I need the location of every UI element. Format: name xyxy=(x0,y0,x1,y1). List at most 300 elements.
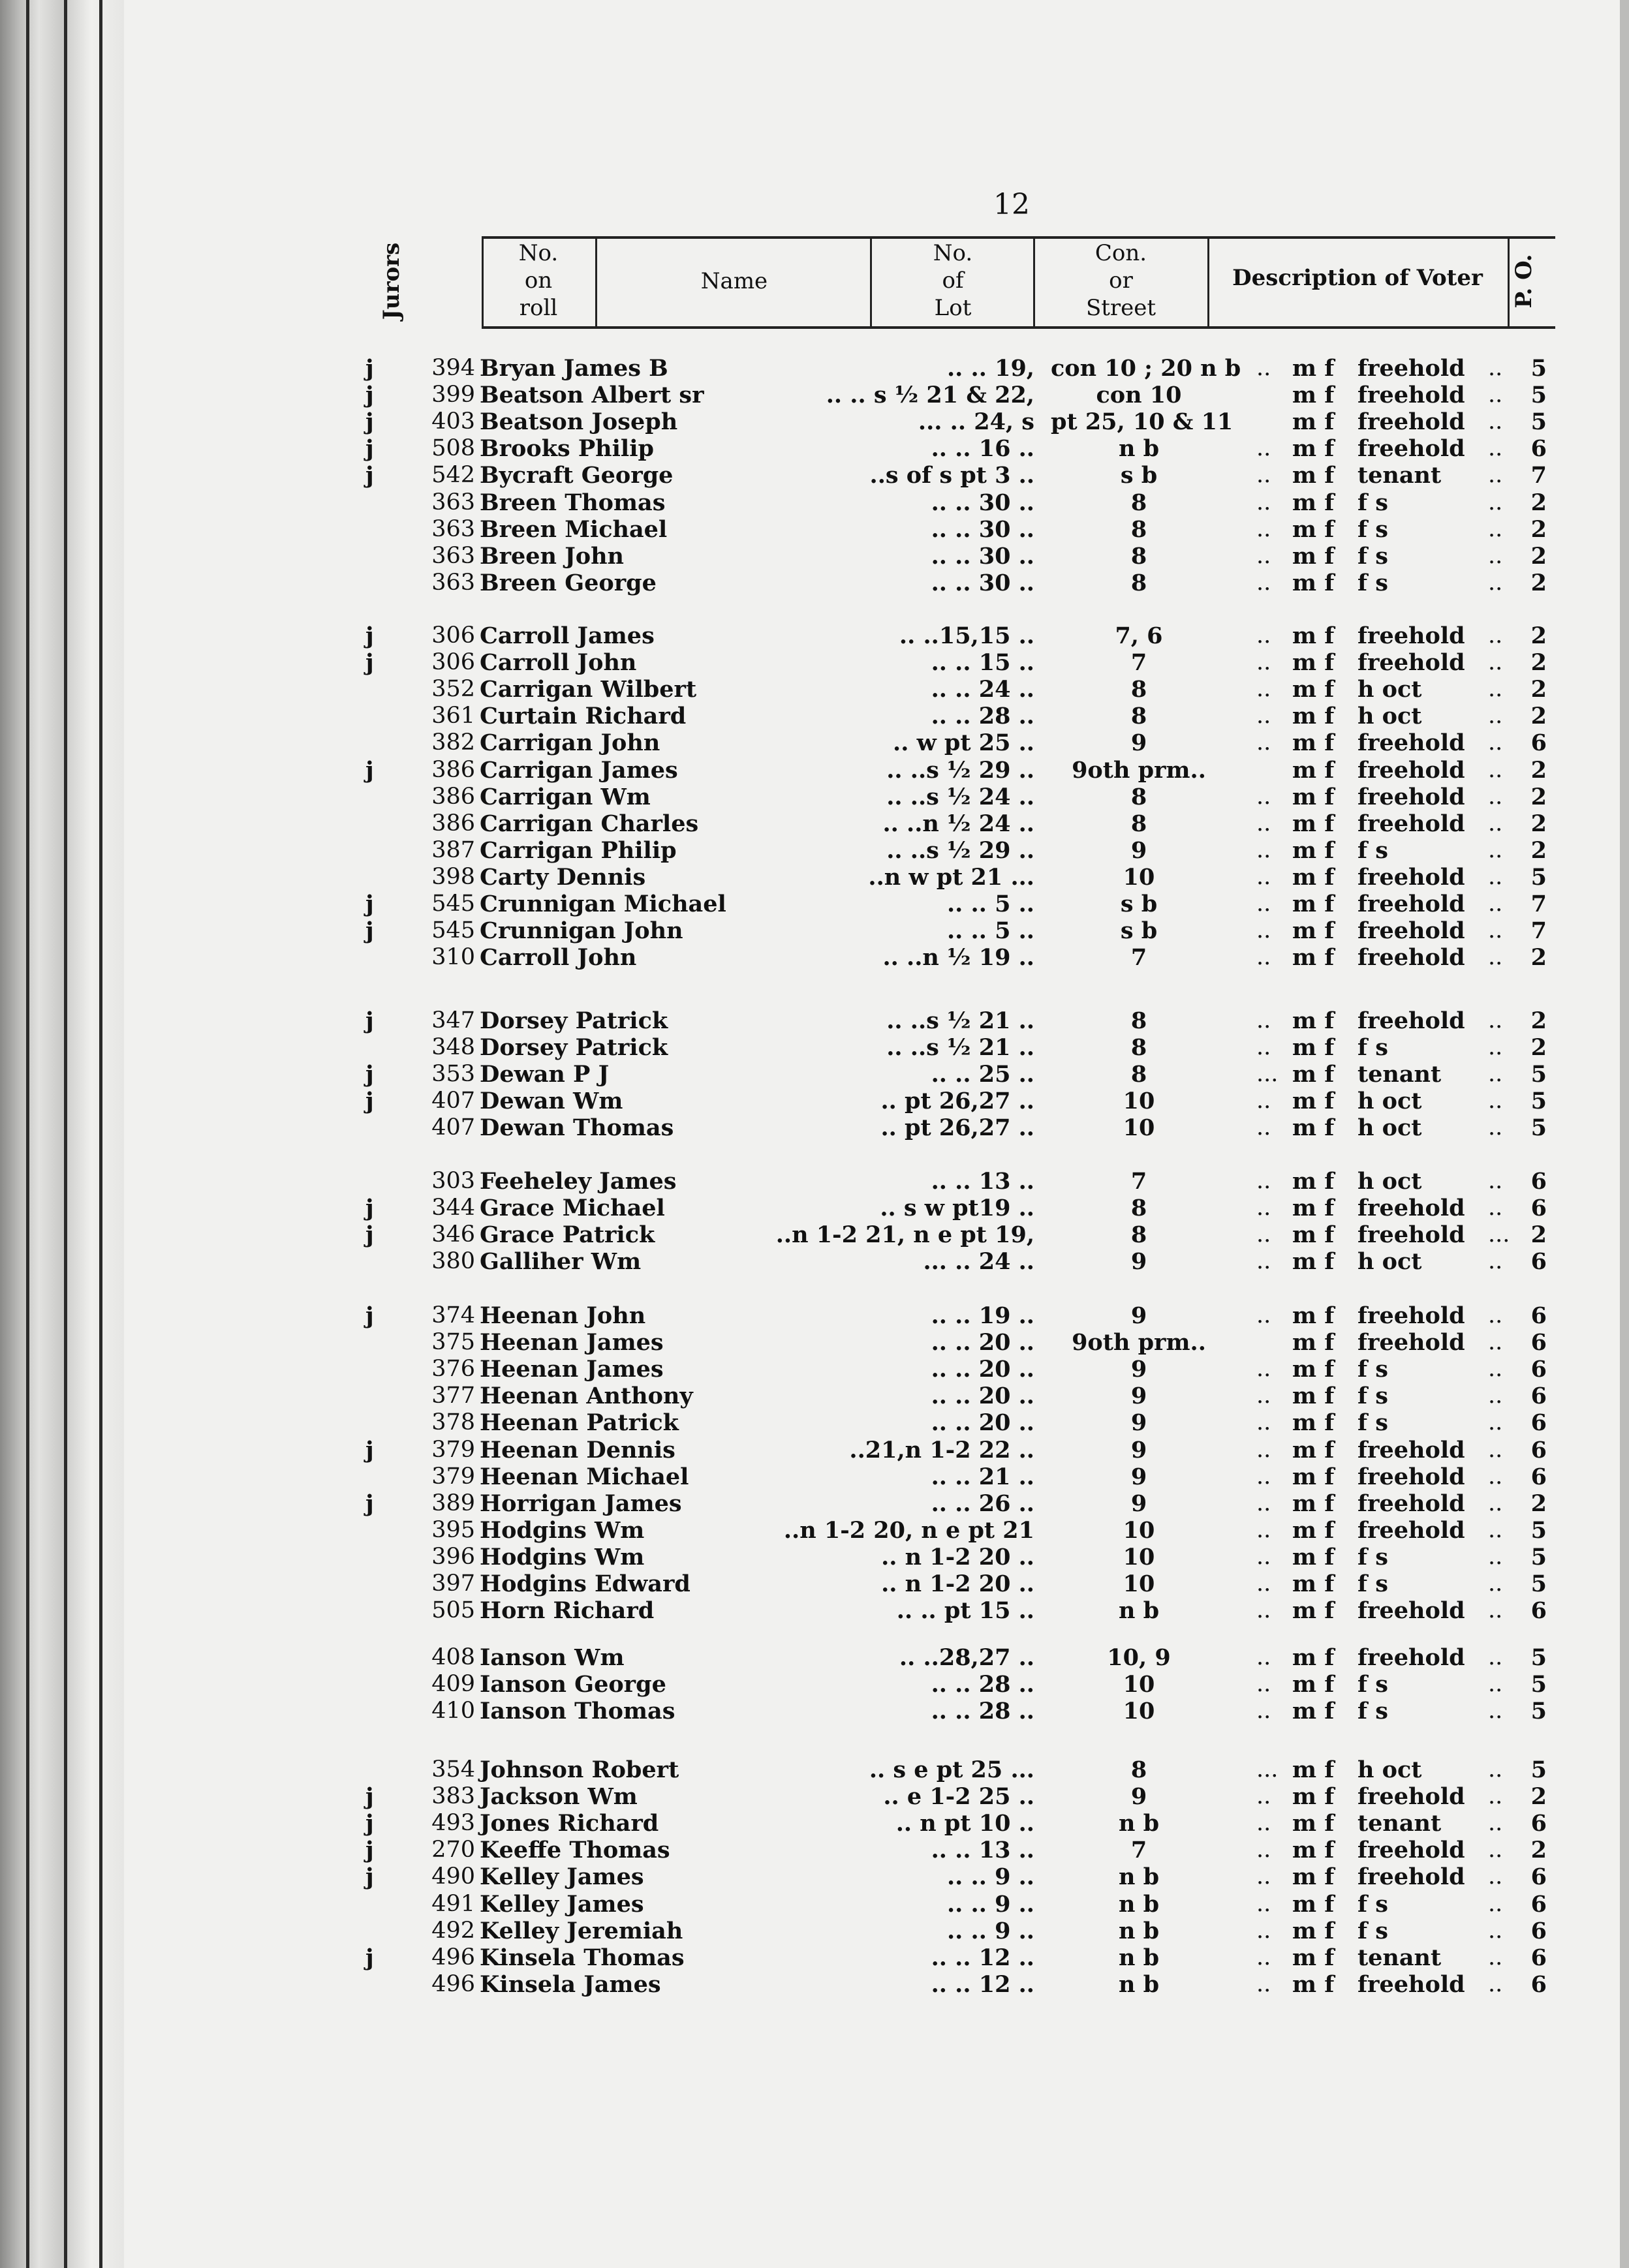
concession-street: 10 xyxy=(1123,1088,1155,1115)
voter-mf: m f xyxy=(1292,1463,1335,1490)
voter-description: freehold xyxy=(1358,756,1465,784)
leader-dots: .. xyxy=(1488,1248,1503,1275)
post-office: 6 xyxy=(1530,1383,1547,1410)
page-number: 12 xyxy=(993,188,1030,221)
voter-name: Breen Michael xyxy=(480,515,668,543)
roll-number: 545 xyxy=(431,917,475,944)
roll-number: 394 xyxy=(431,355,475,381)
post-office: 5 xyxy=(1530,1671,1547,1698)
leader-dots: .. xyxy=(1488,1571,1503,1597)
voter-description: freehold xyxy=(1358,863,1465,891)
voter-description: freehold xyxy=(1358,649,1465,677)
binding-line xyxy=(99,0,102,2268)
lot-number: .. w pt 25 .. xyxy=(893,729,1034,757)
voter-description: f s xyxy=(1358,1356,1388,1383)
voter-mf: m f xyxy=(1292,917,1335,945)
voter-row xyxy=(124,1863,1629,1890)
voter-name: Heenan Anthony xyxy=(480,1383,693,1410)
leader-dots: .. xyxy=(1256,1970,1271,1997)
leader-dots: .. xyxy=(1256,1571,1271,1597)
leader-dots: ... xyxy=(1256,1756,1279,1783)
voter-row xyxy=(124,1168,1629,1195)
roll-number: 363 xyxy=(431,542,475,569)
voter-mf: m f xyxy=(1292,1195,1335,1222)
lot-number: .. .. 20 .. xyxy=(931,1329,1034,1356)
post-office: 6 xyxy=(1530,1168,1547,1195)
roll-number: 386 xyxy=(431,783,475,810)
concession-street: 10 xyxy=(1123,1571,1155,1597)
voter-name: Kelley Jeremiah xyxy=(480,1917,683,1944)
voter-mf: m f xyxy=(1292,676,1335,703)
voter-mf: m f xyxy=(1292,1088,1335,1115)
lot-number: .. pt 26,27 .. xyxy=(880,1114,1034,1142)
voter-mf: m f xyxy=(1292,355,1335,382)
voter-name: Carrigan James xyxy=(480,756,678,784)
leader-dots: .. xyxy=(1488,917,1503,944)
roll-number: 395 xyxy=(431,1516,475,1543)
post-office: 5 xyxy=(1530,382,1547,409)
leader-dots: .. xyxy=(1256,1890,1271,1917)
voter-row xyxy=(124,1007,1629,1034)
leader-dots: .. xyxy=(1256,703,1271,729)
voter-description: f s xyxy=(1358,1671,1388,1698)
roll-number: 347 xyxy=(431,1007,475,1034)
voter-mf: m f xyxy=(1292,1597,1335,1625)
concession-street: 7 xyxy=(1130,1168,1147,1195)
leader-dots: .. xyxy=(1488,408,1503,435)
lot-number: ..s of s pt 3 .. xyxy=(869,462,1034,489)
voter-description: f s xyxy=(1358,1409,1388,1437)
voter-description: f s xyxy=(1358,1698,1388,1725)
leader-dots: .. xyxy=(1256,1944,1271,1970)
voter-mf: m f xyxy=(1292,515,1335,543)
voter-description: h oct xyxy=(1358,703,1422,730)
voter-name: Carrigan Charles xyxy=(480,810,699,837)
page-leaf xyxy=(124,0,1629,2268)
voter-description: freehold xyxy=(1358,622,1465,649)
voter-name: Carroll John xyxy=(480,944,637,972)
voter-description: f s xyxy=(1358,569,1388,596)
roll-number: 493 xyxy=(431,1810,475,1837)
concession-street: 8 xyxy=(1130,703,1147,730)
post-office: 5 xyxy=(1530,1644,1547,1671)
concession-street: 7 xyxy=(1130,649,1147,677)
voter-row xyxy=(124,1383,1629,1409)
voter-mf: m f xyxy=(1292,1168,1335,1195)
voter-mf: m f xyxy=(1292,1970,1335,1998)
post-office: 2 xyxy=(1530,703,1547,730)
roll-number: 363 xyxy=(431,515,475,542)
leader-dots: .. xyxy=(1488,1195,1503,1221)
leader-dots: .. xyxy=(1488,1516,1503,1543)
post-office: 2 xyxy=(1530,489,1547,516)
roll-number: 491 xyxy=(431,1890,475,1917)
roll-number: 376 xyxy=(431,1356,475,1383)
voter-row xyxy=(124,543,1629,570)
lot-number: .. .. 20 .. xyxy=(931,1383,1034,1410)
voter-row xyxy=(124,1698,1629,1724)
roll-number: 387 xyxy=(431,836,475,863)
lot-number: .. n pt 10 .. xyxy=(895,1810,1034,1837)
leader-dots: .. xyxy=(1488,622,1503,649)
voter-description: freehold xyxy=(1358,810,1465,837)
voter-description: f s xyxy=(1358,489,1388,516)
voter-description: freehold xyxy=(1358,1597,1465,1625)
leader-dots: .. xyxy=(1256,1837,1271,1863)
juror-mark: j xyxy=(365,355,374,382)
juror-mark: j xyxy=(365,1436,374,1463)
voter-row xyxy=(124,570,1629,596)
voter-mf: m f xyxy=(1292,944,1335,972)
roll-number: 353 xyxy=(431,1061,475,1088)
post-office: 2 xyxy=(1530,1034,1547,1062)
roll-number: 375 xyxy=(431,1329,475,1356)
voter-row xyxy=(124,891,1629,917)
voter-name: Feeheley James xyxy=(480,1168,677,1195)
voter-description: tenant xyxy=(1358,1810,1442,1837)
voter-row xyxy=(124,1837,1629,1863)
post-office: 6 xyxy=(1530,435,1547,463)
voter-row xyxy=(124,1034,1629,1061)
leader-dots: .. xyxy=(1488,810,1503,836)
lot-number: ..21,n 1-2 22 .. xyxy=(849,1436,1034,1463)
leader-dots: .. xyxy=(1256,917,1271,944)
concession-street: s b xyxy=(1120,891,1158,917)
header-divider xyxy=(482,238,484,326)
roll-number: 270 xyxy=(431,1837,475,1863)
leader-dots: .. xyxy=(1488,1490,1503,1516)
leader-dots: .. xyxy=(1488,729,1503,756)
concession-street: 9 xyxy=(1130,1248,1147,1276)
post-office: 6 xyxy=(1530,1810,1547,1837)
lot-number: .. .. pt 15 .. xyxy=(896,1597,1034,1625)
lot-number: .. .. 12 .. xyxy=(931,1970,1034,1998)
post-office: 5 xyxy=(1530,1543,1547,1571)
post-office: 2 xyxy=(1530,783,1547,810)
voter-row xyxy=(124,1918,1629,1944)
voter-description: freehold xyxy=(1358,408,1465,436)
leader-dots: .. xyxy=(1488,1356,1503,1383)
leader-dots: .. xyxy=(1488,1756,1503,1783)
roll-number: 352 xyxy=(431,676,475,703)
post-office: 6 xyxy=(1530,1597,1547,1625)
roll-number: 348 xyxy=(431,1034,475,1061)
concession-street: 7 xyxy=(1130,1837,1147,1864)
concession-street: pt 25, 10 & 11 xyxy=(1051,408,1233,436)
voter-description: f s xyxy=(1358,515,1388,543)
juror-mark: j xyxy=(365,756,374,784)
lot-number: .. ..n ½ 24 .. xyxy=(882,810,1034,837)
voter-name: Jackson Wm xyxy=(480,1783,638,1811)
leader-dots: .. xyxy=(1256,1007,1271,1034)
roll-number: 379 xyxy=(431,1436,475,1463)
roll-number: 378 xyxy=(431,1409,475,1436)
roll-number: 496 xyxy=(431,1944,475,1970)
voter-row xyxy=(124,1756,1629,1783)
leader-dots: .. xyxy=(1256,1221,1271,1248)
post-office: 6 xyxy=(1530,1463,1547,1490)
leader-dots: .. xyxy=(1488,489,1503,515)
roll-number: 505 xyxy=(431,1597,475,1624)
roll-number: 386 xyxy=(431,756,475,783)
voter-row xyxy=(124,1302,1629,1329)
lot-number: .. ..s ½ 29 .. xyxy=(886,756,1034,784)
post-office: 5 xyxy=(1530,1088,1547,1115)
roll-number: 408 xyxy=(431,1644,475,1670)
leader-dots: .. xyxy=(1256,435,1271,462)
leader-dots: .. xyxy=(1256,1644,1271,1670)
voter-description: freehold xyxy=(1358,1302,1465,1329)
post-office: 2 xyxy=(1530,944,1547,972)
voter-name: Bycraft George xyxy=(480,462,674,489)
voter-description: h oct xyxy=(1358,1756,1422,1783)
juror-mark: j xyxy=(365,1837,374,1864)
concession-street: n b xyxy=(1118,1944,1160,1971)
roll-number: 409 xyxy=(431,1671,475,1698)
voter-row xyxy=(124,1517,1629,1544)
voter-mf: m f xyxy=(1292,1034,1335,1062)
header-divider xyxy=(870,238,872,326)
concession-street: n b xyxy=(1118,1970,1160,1998)
lot-number: .. .. 13 .. xyxy=(931,1837,1034,1864)
juror-mark: j xyxy=(365,435,374,463)
voter-row xyxy=(124,382,1629,408)
leader-dots: .. xyxy=(1256,676,1271,703)
lot-number: .. .. 30 .. xyxy=(931,569,1034,596)
voter-description: tenant xyxy=(1358,462,1442,489)
voter-name: Kinsela Thomas xyxy=(480,1944,685,1971)
voter-mf: m f xyxy=(1292,1671,1335,1698)
leader-dots: .. xyxy=(1488,891,1503,917)
voter-mf: m f xyxy=(1292,1114,1335,1142)
lot-number: .. .. 20 .. xyxy=(931,1409,1034,1437)
header-divider xyxy=(595,238,597,326)
leader-dots: .. xyxy=(1488,355,1503,381)
juror-mark: j xyxy=(365,382,374,409)
post-office: 6 xyxy=(1530,1409,1547,1437)
voter-name: Hodgins Edward xyxy=(480,1571,690,1597)
leader-dots: .. xyxy=(1488,783,1503,810)
lot-number: .. ..s ½ 21 .. xyxy=(886,1007,1034,1034)
voter-mf: m f xyxy=(1292,435,1335,463)
leader-dots: .. xyxy=(1488,1597,1503,1624)
juror-mark: j xyxy=(365,1007,374,1034)
leader-dots: .. xyxy=(1256,1783,1271,1810)
juror-mark: j xyxy=(365,1490,374,1517)
leader-dots: .. xyxy=(1488,1890,1503,1917)
lot-number: .. ..n ½ 19 .. xyxy=(882,944,1034,972)
voter-mf: m f xyxy=(1292,1329,1335,1356)
concession-street: 9 xyxy=(1130,1783,1147,1811)
post-office: 5 xyxy=(1530,1571,1547,1597)
voter-description: f s xyxy=(1358,1571,1388,1597)
voter-mf: m f xyxy=(1292,863,1335,891)
leader-dots: .. xyxy=(1256,1436,1271,1463)
leader-dots: .. xyxy=(1256,891,1271,917)
leader-dots: .. xyxy=(1488,1409,1503,1436)
voter-row xyxy=(124,489,1629,516)
voter-name: Carroll James xyxy=(480,622,655,649)
voter-row xyxy=(124,1971,1629,1998)
lot-number: .. s w pt19 .. xyxy=(880,1195,1034,1222)
voter-row xyxy=(124,649,1629,676)
leader-dots: .. xyxy=(1256,1356,1271,1383)
voter-description: f s xyxy=(1358,836,1388,864)
voter-mf: m f xyxy=(1292,1383,1335,1410)
voter-row xyxy=(124,1597,1629,1624)
concession-street: 8 xyxy=(1130,542,1147,570)
lot-number: .. .. 28 .. xyxy=(931,1698,1034,1725)
voter-mf: m f xyxy=(1292,729,1335,757)
lot-number: ... .. 24, s xyxy=(918,408,1034,436)
lot-number: .. .. 21 .. xyxy=(931,1463,1034,1490)
voter-description: h oct xyxy=(1358,1248,1422,1276)
post-office: 7 xyxy=(1530,891,1547,917)
post-office: 6 xyxy=(1530,729,1547,757)
leader-dots: .. xyxy=(1488,1034,1503,1061)
leader-dots: .. xyxy=(1256,729,1271,756)
concession-street: s b xyxy=(1120,462,1158,489)
voter-name: Horn Richard xyxy=(480,1597,655,1625)
leader-dots: .. xyxy=(1256,1810,1271,1837)
leader-dots: .. xyxy=(1256,1597,1271,1624)
lot-number: ... .. 24 .. xyxy=(923,1248,1034,1276)
leader-dots: .. xyxy=(1256,1543,1271,1570)
voter-name: Dewan P J xyxy=(480,1061,610,1088)
concession-street: 8 xyxy=(1130,783,1147,810)
voter-row xyxy=(124,1061,1629,1088)
lot-number: .. .. s ½ 21 & 22, xyxy=(826,382,1034,409)
lot-number: .. s e pt 25 ... xyxy=(869,1756,1034,1783)
concession-street: 9 xyxy=(1130,1356,1147,1383)
lot-number: .. .. 19, xyxy=(946,355,1034,382)
concession-street: 8 xyxy=(1130,1007,1147,1034)
post-office: 5 xyxy=(1530,1061,1547,1088)
concession-street: 8 xyxy=(1130,1195,1147,1222)
lot-number: .. .. 15 .. xyxy=(931,649,1034,677)
juror-mark: j xyxy=(365,1061,374,1088)
leader-dots: .. xyxy=(1256,1034,1271,1061)
header-divider xyxy=(1207,238,1209,326)
voter-row xyxy=(124,837,1629,864)
voter-mf: m f xyxy=(1292,1436,1335,1463)
lot-number: .. .. 30 .. xyxy=(931,515,1034,543)
leader-dots: .. xyxy=(1488,1061,1503,1088)
concession-street: 9oth prm.. xyxy=(1072,756,1206,784)
voter-name: Dorsey Patrick xyxy=(480,1007,668,1034)
voter-row xyxy=(124,1114,1629,1141)
post-office: 6 xyxy=(1530,1917,1547,1944)
voter-name: Carroll John xyxy=(480,649,637,677)
voter-description: freehold xyxy=(1358,944,1465,972)
header-description: Description of Voter xyxy=(1232,265,1483,291)
voter-row xyxy=(124,1195,1629,1221)
post-office: 2 xyxy=(1530,622,1547,649)
voter-mf: m f xyxy=(1292,1756,1335,1783)
voter-name: Beatson Albert sr xyxy=(480,382,704,409)
leader-dots: .. xyxy=(1488,1644,1503,1670)
voter-name: Crunnigan John xyxy=(480,917,683,945)
voter-name: Crunnigan Michael xyxy=(480,891,726,917)
leader-dots: .. xyxy=(1488,836,1503,863)
leader-dots: .. xyxy=(1488,1698,1503,1724)
lot-number: .. .. 25 .. xyxy=(931,1061,1034,1088)
post-office: 2 xyxy=(1530,515,1547,543)
voter-row xyxy=(124,1571,1629,1597)
leader-dots: .. xyxy=(1256,1088,1271,1114)
post-office: 6 xyxy=(1530,1248,1547,1276)
juror-mark: j xyxy=(365,408,374,436)
voter-mf: m f xyxy=(1292,1571,1335,1597)
lot-number: .. .. 9 .. xyxy=(946,1917,1034,1944)
concession-street: 8 xyxy=(1130,1034,1147,1062)
juror-mark: j xyxy=(365,1783,374,1811)
voter-name: Carrigan Philip xyxy=(480,836,677,864)
lot-number: .. pt 26,27 .. xyxy=(880,1088,1034,1115)
voter-mf: m f xyxy=(1292,1644,1335,1671)
voter-row xyxy=(124,1644,1629,1671)
voter-mf: m f xyxy=(1292,1516,1335,1544)
concession-street: 8 xyxy=(1130,569,1147,596)
leader-dots: .. xyxy=(1256,1248,1271,1275)
voter-name: Kinsela James xyxy=(480,1970,661,1998)
post-office: 5 xyxy=(1530,1114,1547,1142)
lot-number: ..n 1-2 21, n e pt 19, xyxy=(775,1221,1034,1249)
leader-dots: .. xyxy=(1488,1837,1503,1863)
lot-number: .. ..s ½ 29 .. xyxy=(886,836,1034,864)
voter-row xyxy=(124,1891,1629,1918)
leader-dots: .. xyxy=(1256,355,1271,381)
lot-number: .. .. 26 .. xyxy=(931,1490,1034,1517)
voter-row xyxy=(124,1783,1629,1810)
roll-number: 399 xyxy=(431,382,475,408)
leader-dots: .. xyxy=(1256,1917,1271,1944)
leader-dots: .. xyxy=(1488,676,1503,703)
post-office: 2 xyxy=(1530,756,1547,784)
voter-mf: m f xyxy=(1292,810,1335,837)
lot-number: .. .. 16 .. xyxy=(931,435,1034,463)
voter-name: Breen Thomas xyxy=(480,489,666,516)
lot-number: .. .. 5 .. xyxy=(946,917,1034,945)
voter-row xyxy=(124,1671,1629,1698)
roll-number: 354 xyxy=(431,1756,475,1783)
post-office: 5 xyxy=(1530,1698,1547,1725)
voter-description: h oct xyxy=(1358,676,1422,703)
lot-number: ..n 1-2 20, n e pt 21 xyxy=(783,1516,1034,1544)
voter-description: freehold xyxy=(1358,1837,1465,1864)
post-office: 2 xyxy=(1530,1783,1547,1811)
voter-mf: m f xyxy=(1292,1543,1335,1571)
voter-name: Galliher Wm xyxy=(480,1248,642,1276)
roll-number: 545 xyxy=(431,891,475,917)
voter-description: freehold xyxy=(1358,891,1465,917)
concession-street: 10 xyxy=(1123,1671,1155,1698)
lot-number: ..n w pt 21 ... xyxy=(868,863,1034,891)
voter-row xyxy=(124,1810,1629,1837)
concession-street: 10 xyxy=(1123,1114,1155,1142)
voter-name: Johnson Robert xyxy=(480,1756,679,1783)
juror-mark: j xyxy=(365,891,374,917)
leader-dots: .. xyxy=(1488,515,1503,542)
lot-number: .. .. 28 .. xyxy=(931,1671,1034,1698)
voter-name: Grace Patrick xyxy=(480,1221,655,1249)
roll-number: 492 xyxy=(431,1917,475,1944)
header-no-on-roll: No. on roll xyxy=(518,240,559,321)
voter-row xyxy=(124,435,1629,462)
voter-mf: m f xyxy=(1292,489,1335,516)
voter-mf: m f xyxy=(1292,1837,1335,1864)
voter-row xyxy=(124,703,1629,729)
